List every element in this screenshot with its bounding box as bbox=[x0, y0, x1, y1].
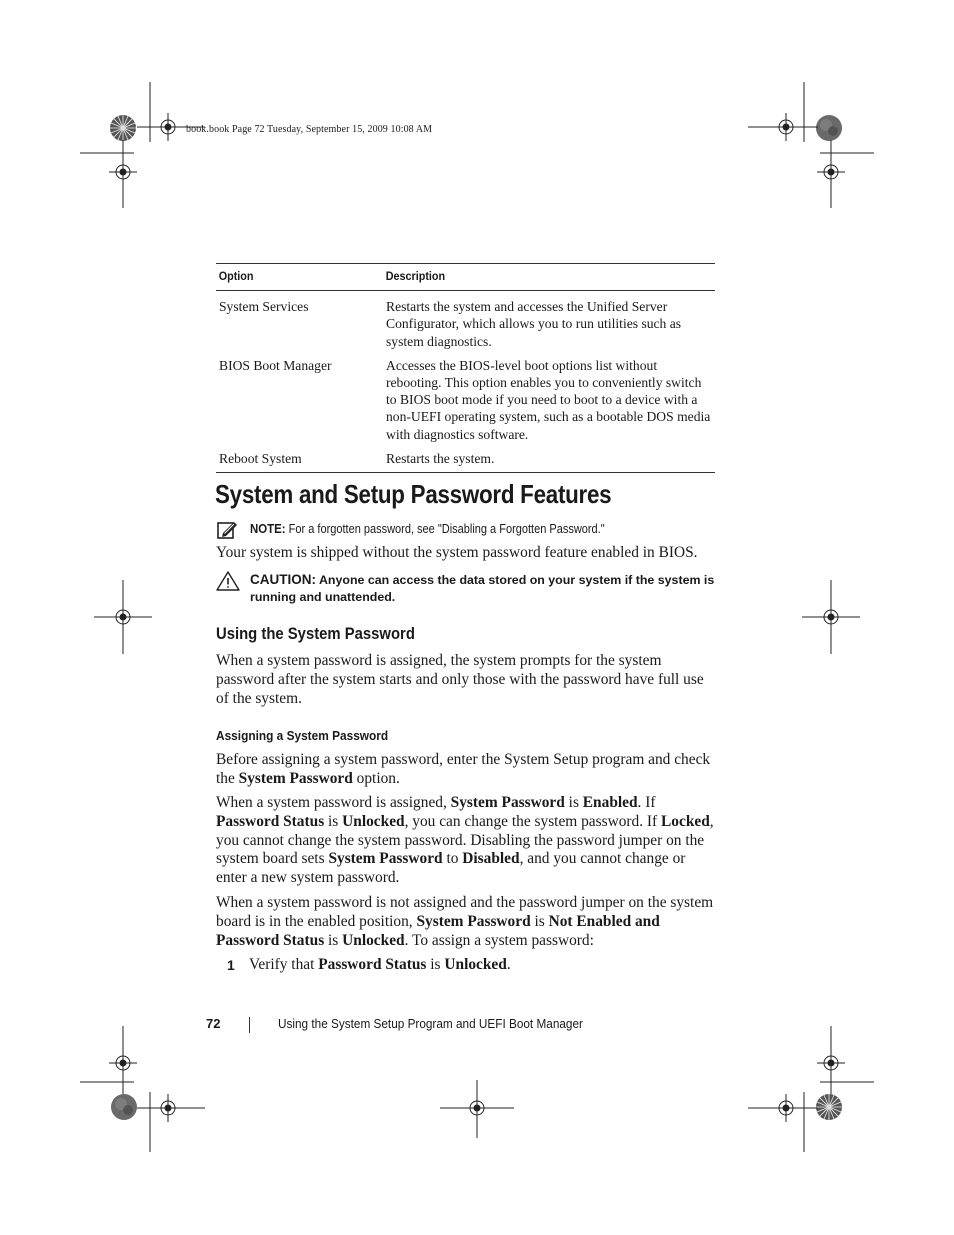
paragraph: When a system password is assigned, the system prompts for the system password after the system starts and only those with the password have full use of the system. bbox=[216, 652, 704, 707]
text-run: When a system password is assigned, bbox=[216, 794, 451, 811]
caution-body: Anyone can access the data stored on your system if the system is running and unattended. bbox=[250, 573, 715, 604]
ui-term: Unlocked bbox=[342, 931, 405, 949]
text-run: to bbox=[442, 850, 463, 868]
ui-term: Password Status bbox=[216, 812, 325, 830]
subsection-title: Using the System Password bbox=[216, 625, 415, 643]
footer-chapter-title: Using the System Setup Program and UEFI Boot Manager bbox=[278, 1016, 583, 1031]
paragraph bbox=[216, 751, 716, 789]
text-run: . bbox=[506, 956, 511, 973]
ui-term: System Password bbox=[450, 794, 565, 811]
note-text bbox=[250, 521, 605, 536]
text-run: is bbox=[426, 956, 445, 973]
text-run: is bbox=[324, 931, 343, 949]
column-header-option: Option bbox=[216, 264, 366, 291]
note-label: NOTE: bbox=[250, 521, 286, 536]
subsubsection-title: Assigning a System Password bbox=[216, 728, 389, 743]
paragraph bbox=[216, 794, 716, 888]
text-run: Before assigning a system password, enter the System Setup program and check the bbox=[216, 751, 711, 787]
note-body: For a forgotten password, see "Disabling a Forgotten Password." bbox=[288, 522, 605, 536]
table-row bbox=[216, 443, 715, 473]
table-row bbox=[216, 291, 715, 350]
page-number: 72 bbox=[206, 1016, 221, 1031]
ui-term: Not Enabled and Password Status bbox=[216, 912, 660, 949]
note-pencil-icon bbox=[217, 520, 239, 540]
step-text bbox=[249, 956, 511, 974]
table-cell-description: Restarts the system and accesses the Unified Server Configurator, which allows you to run utilities such as system diagnostics. bbox=[386, 299, 682, 349]
ui-term: Locked bbox=[661, 812, 710, 830]
text-run: Verify that bbox=[249, 956, 319, 973]
caution-label: CAUTION: bbox=[250, 572, 316, 587]
text-run: is bbox=[530, 912, 549, 930]
text-run: . To assign a system password: bbox=[404, 931, 594, 949]
text-run: is bbox=[564, 794, 583, 811]
text-run: When a system password is not assigned and the password jumper on the system board is in the enabled position, bbox=[216, 894, 714, 930]
ui-term: Unlocked bbox=[444, 956, 507, 973]
text-run: , you can change the system password. If bbox=[404, 812, 662, 830]
column-header-description: Description bbox=[383, 264, 682, 291]
ui-term: Enabled bbox=[582, 794, 638, 811]
table-cell-option: System Services bbox=[219, 299, 309, 315]
table-row bbox=[216, 350, 715, 443]
text-run: , and you cannot change or enter a new system password. bbox=[216, 850, 686, 887]
ui-term: System Password bbox=[416, 912, 531, 930]
text-run: option. bbox=[352, 769, 400, 787]
ui-term: System Password bbox=[328, 850, 443, 868]
table-cell-description: Restarts the system. bbox=[383, 443, 715, 473]
section-title: System and Setup Password Features bbox=[215, 479, 612, 509]
table-cell-option: BIOS Boot Manager bbox=[219, 357, 332, 373]
table-cell-option: Reboot System bbox=[216, 443, 383, 473]
text-run: , you cannot change the system password. Disabling the password jumper on the system board sets bbox=[216, 812, 714, 868]
table-header-row bbox=[216, 264, 715, 291]
table-cell-description: Accesses the BIOS-level boot options list without rebooting. This option enables you to conveniently switch to BIOS boot mode if you need to boot to a device with a non-UEFI operating system, such as a bootable DOS media with diagnostics software. bbox=[386, 357, 711, 442]
options-table bbox=[216, 263, 715, 473]
ui-term: Unlocked bbox=[342, 812, 405, 830]
footer-divider bbox=[249, 1017, 250, 1033]
intro-paragraph: Your system is shipped without the system password feature enabled in BIOS. bbox=[216, 544, 698, 561]
paragraph bbox=[216, 894, 716, 950]
ui-term: System Password bbox=[238, 769, 353, 787]
caution-text bbox=[250, 571, 720, 606]
caution-triangle-icon bbox=[215, 570, 241, 592]
text-run: is bbox=[324, 812, 343, 830]
step-number: 1 bbox=[227, 957, 235, 973]
text-run: . If bbox=[637, 794, 656, 811]
print-header-file-info: book.book Page 72 Tuesday, September 15, 2009 10:08 AM bbox=[186, 124, 433, 135]
ui-term: Password Status bbox=[318, 956, 427, 973]
ui-term: Disabled bbox=[462, 850, 520, 868]
